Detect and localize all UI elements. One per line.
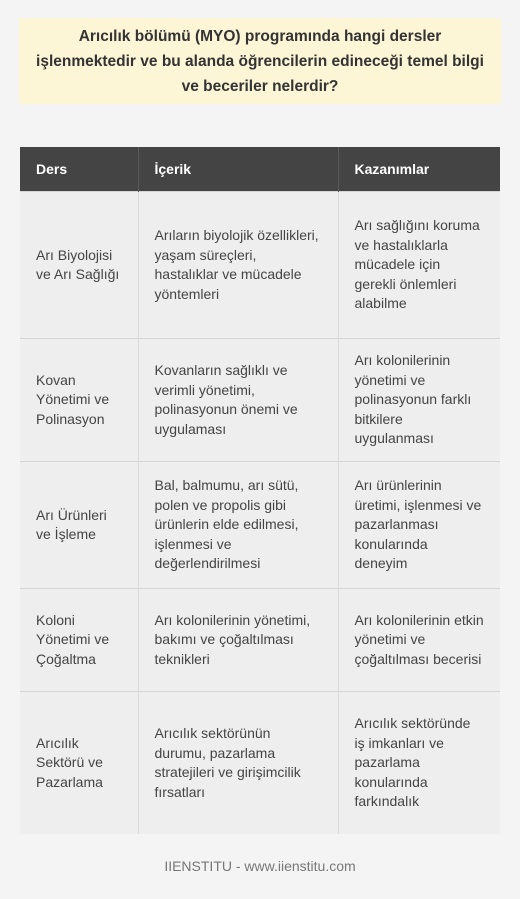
cell-ders: Kovan Yönetimi ve Polinasyon — [20, 339, 138, 462]
curriculum-table — [20, 147, 500, 834]
cell-kazanimlar: Arı ürünlerinin üretimi, işlenmesi ve pazarlanması konularında deneyim — [338, 462, 500, 589]
cell-ders: Arı Biyolojisi ve Arı Sağlığı — [20, 192, 138, 339]
cell-ders: Koloni Yönetimi ve Çoğaltma — [20, 589, 138, 692]
cell-icerik: Arı kolonilerinin yönetimi, bakımı ve çoğaltılması teknikleri — [138, 589, 338, 692]
cell-icerik: Arıların biyolojik özellikleri, yaşam süreçleri, hastalıklar ve mücadele yöntemleri — [138, 192, 338, 339]
footer-credit: IIENSTITU - www.iienstitu.com — [164, 858, 356, 874]
table-row — [20, 339, 500, 462]
table-row — [20, 462, 500, 589]
column-header-icerik: İçerik — [138, 147, 338, 192]
table-header-row — [20, 147, 500, 192]
cell-icerik: Arıcılık sektörünün durumu, pazarlama stratejileri ve girişimcilik fırsatları — [138, 692, 338, 835]
table-row — [20, 589, 500, 692]
table-row — [20, 692, 500, 835]
page-title: Arıcılık bölümü (MYO) programında hangi dersler işlenmektedir ve bu alanda öğrencilerin edineceği temel bilgi ve beceriler nelerdir? — [36, 27, 484, 95]
column-header-kazanimlar: Kazanımlar — [338, 147, 500, 192]
cell-kazanimlar: Arı kolonilerinin etkin yönetimi ve çoğaltılması becerisi — [338, 589, 500, 692]
table-row — [20, 192, 500, 339]
column-header-ders: Ders — [20, 147, 138, 192]
cell-kazanimlar: Arı sağlığını koruma ve hastalıklarla mücadele için gerekli önlemleri alabilme — [338, 192, 500, 339]
cell-kazanimlar: Arı kolonilerinin yönetimi ve polinasyonun farklı bitkilere uygulanması — [338, 339, 500, 462]
cell-ders: Arıcılık Sektörü ve Pazarlama — [20, 692, 138, 835]
cell-icerik: Kovanların sağlıklı ve verimli yönetimi, polinasyonun önemi ve uygulaması — [138, 339, 338, 462]
cell-ders: Arı Ürünleri ve İşleme — [20, 462, 138, 589]
title-banner — [19, 18, 501, 104]
cell-kazanimlar: Arıcılık sektöründe iş imkanları ve pazarlama konularında farkındalık — [338, 692, 500, 835]
cell-icerik: Bal, balmumu, arı sütü, polen ve propolis gibi ürünlerin elde edilmesi, işlenmesi ve değerlendirilmesi — [138, 462, 338, 589]
